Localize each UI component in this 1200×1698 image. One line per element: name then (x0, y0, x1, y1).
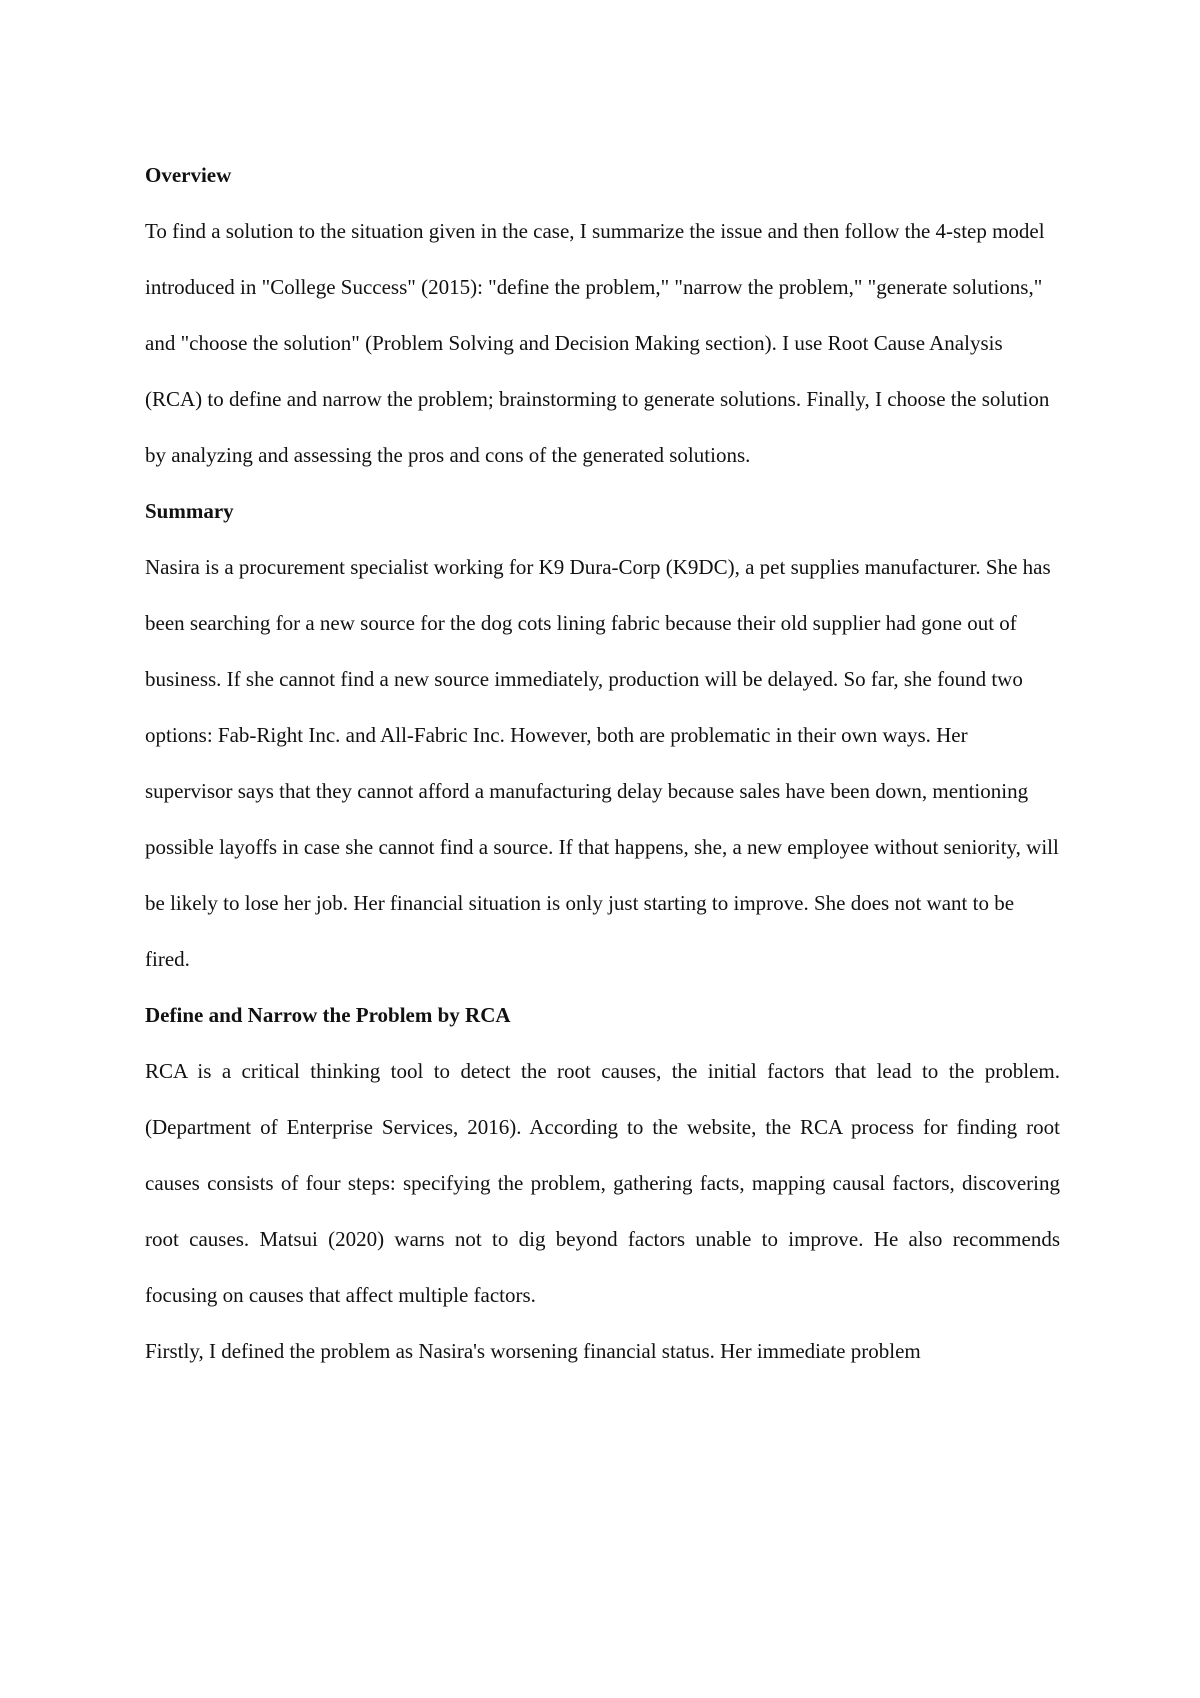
document-page (145, 147, 1060, 1379)
rca-paragraph: RCA is a critical thinking tool to detect the root causes, the initial factors that lead to the problem. (Department of Enterprise Services, 2016). According to the website, the RCA process for finding root causes consists of four steps: specifying the problem, gathering facts, mapping causal factors, discovering root causes. Matsui (2020) warns not to dig beyond factors unable to improve. He also recommends focusing on causes that affect multiple factors. (145, 1059, 1060, 1307)
firstly-paragraph: Firstly, I defined the problem as Nasira's worsening financial status. Her immediate problem (145, 1339, 921, 1363)
heading-define-narrow-problem: Define and Narrow the Problem by RCA (145, 1003, 511, 1027)
heading-overview: Overview (145, 163, 232, 187)
overview-paragraph: To find a solution to the situation given in the case, I summarize the issue and then follow the 4-step model introduced in "College Success" (2015): "define the problem," "narrow the problem," "generate solutions," and "choose the solution" (Problem Solving and Decision Making section). I use Root Cause Analysis (RCA) to define and narrow the problem; brainstorming to generate solutions. Finally, I choose the solution by analyzing and assessing the pros and cons of the generated solutions. (145, 219, 1050, 467)
summary-paragraph: Nasira is a procurement specialist working for K9 Dura-Corp (K9DC), a pet supplies manufacturer. She has been searching for a new source for the dog cots lining fabric because their old supplier had gone out of business. If she cannot find a new source immediately, production will be delayed. So far, she found two options: Fab-Right Inc. and All-Fabric Inc. However, both are problematic in their own ways. Her supervisor says that they cannot afford a manufacturing delay because sales have been down, mentioning possible layoffs in case she cannot find a source. If that happens, she, a new employee without seniority, will be likely to lose her job. Her financial situation is only just starting to improve. She does not want to be fired. (145, 555, 1059, 971)
heading-summary: Summary (145, 499, 234, 523)
